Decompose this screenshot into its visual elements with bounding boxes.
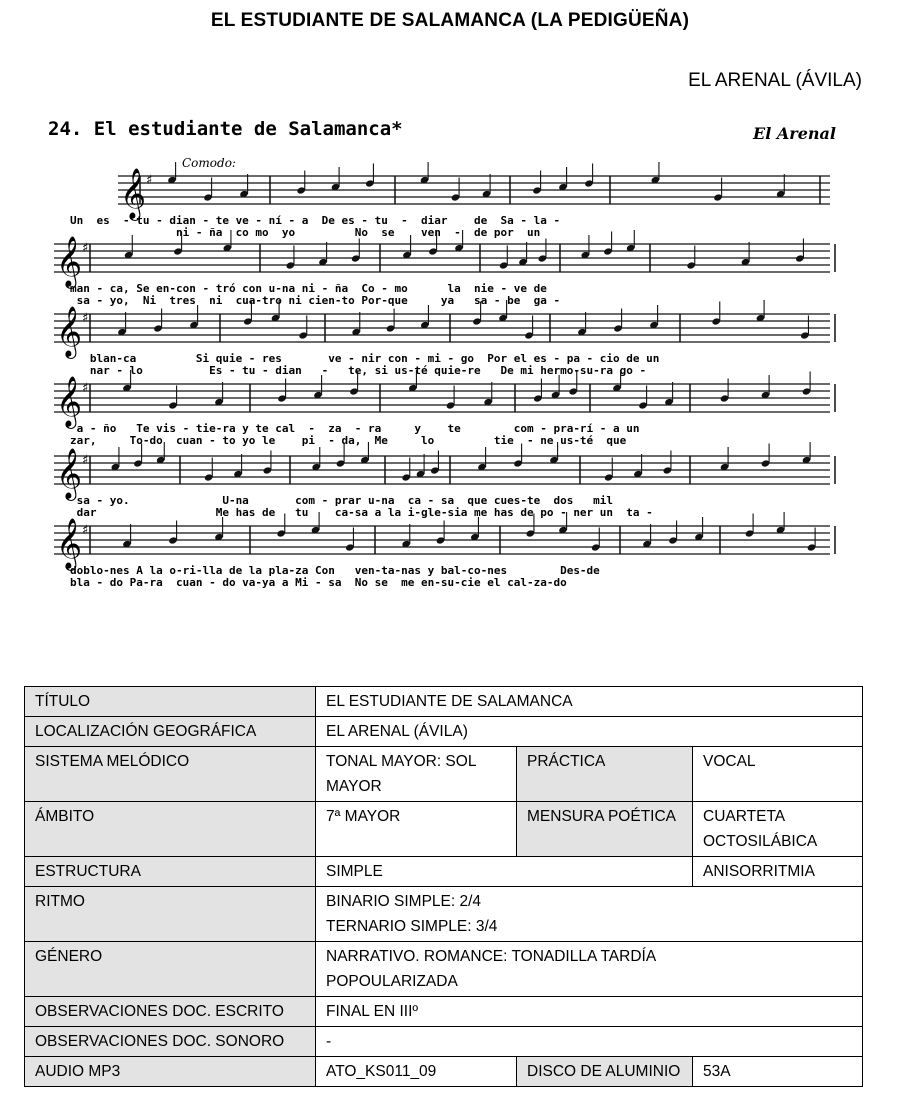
table-row — [25, 1057, 863, 1087]
row-label: ÁMBITO — [25, 802, 316, 857]
key-signature-sharp: ♯ — [82, 241, 89, 256]
row-label: RITMO — [25, 887, 316, 942]
row-label-secondary: MENSURA POÉTICA — [517, 802, 693, 857]
lyric-line: doblo-nes A la o-ri-lla de la pla-za Con ven-ta-nas y bal-co-nes Des-de — [70, 564, 600, 577]
table-row — [25, 887, 863, 942]
row-label: SISTEMA MELÓDICO — [25, 747, 316, 802]
lyric-line: sa - yo. U-na com - prar u-na ca - sa que cues-te dos mil — [70, 494, 614, 507]
row-label: ESTRUCTURA — [25, 857, 316, 887]
table-row — [25, 802, 863, 857]
table-row — [25, 942, 863, 997]
table-row — [25, 997, 863, 1027]
key-signature-sharp: ♯ — [82, 381, 89, 396]
table-row — [25, 717, 863, 747]
row-label-secondary: DISCO DE ALUMINIO — [517, 1057, 693, 1087]
score-place: El Arenal — [753, 124, 836, 143]
row-value-secondary: VOCAL — [693, 747, 863, 802]
score-system — [40, 512, 840, 632]
treble-clef: 𝄞 — [56, 376, 83, 427]
row-value: NARRATIVO. ROMANCE: TONADILLA TARDÍA POPOULARIZADA — [316, 942, 863, 997]
row-label: LOCALIZACIÓN GEOGRÁFICA — [25, 717, 316, 747]
lyric-line: dar Me has de tu ca-sa a la i-gle-sia me has de po - ner un ta - — [70, 506, 653, 519]
row-value: SIMPLE — [316, 857, 693, 887]
row-value: ATO_KS011_09 — [316, 1057, 517, 1087]
row-label: OBSERVACIONES DOC. ESCRITO — [25, 997, 316, 1027]
treble-clef: 𝄞 — [56, 236, 83, 287]
table-row — [25, 747, 863, 802]
key-signature-sharp: ♯ — [82, 311, 89, 326]
metadata-table — [24, 686, 863, 1087]
tempo-marking: Comodo: — [182, 156, 236, 170]
staff — [40, 442, 840, 502]
lyric-line: a - ño Te vis - tie-ra y te cal - za - ra y te com - pra-rí - a un — [70, 422, 640, 435]
lyric-line: bla - do Pa-ra cuan - do va-ya a Mi - sa No se me en-su-cie el cal-za-do — [70, 576, 567, 589]
row-value-secondary: CUARTETA OCTOSILÁBICA — [693, 802, 863, 857]
page-title: EL ESTUDIANTE DE SALAMANCA (LA PEDIGÜEÑA) — [210, 10, 690, 31]
row-label: GÉNERO — [25, 942, 316, 997]
treble-clef: 𝄞 — [120, 168, 147, 219]
row-value-secondary: 53A — [693, 1057, 863, 1087]
treble-clef: 𝄞 — [56, 306, 83, 357]
row-value-secondary: ANISORRITMIA — [693, 857, 863, 887]
treble-clef: 𝄞 — [56, 518, 83, 569]
row-value — [316, 887, 863, 942]
lyric-line: Un es - tu - dian - te ve - ní - a De es - tu - diar de Sa - la - — [70, 214, 561, 227]
lyric-line: man - ca, Se en-con - tró con u-na ni - ña Co - mo la nie - ve de — [70, 282, 547, 295]
score-heading: 24. El estudiante de Salamanca* — [48, 118, 403, 140]
key-signature-sharp: ♯ — [82, 453, 89, 468]
music-score — [40, 112, 840, 652]
row-value: - — [316, 1027, 863, 1057]
table-row — [25, 857, 863, 887]
key-signature-sharp: ♯ — [146, 173, 153, 188]
row-label: AUDIO MP3 — [25, 1057, 316, 1087]
lyric-line: nar - lo Es - tu - dian - te, si us-té quie-re De mi hermo-su-ra go - — [70, 364, 647, 377]
key-signature-sharp: ♯ — [82, 523, 89, 538]
lyric-line: sa - yo, Ni tres ni cua-tro ni cien-to Por-que ya sa - be ga - — [70, 294, 561, 307]
row-value: TONAL MAYOR: SOL MAYOR — [316, 747, 517, 802]
lyric-line: ni - ña co mo yo No se ven - de por un — [70, 226, 541, 239]
row-value-line: TERNARIO SIMPLE: 3/4 — [326, 918, 498, 935]
page-location: EL ARENAL (ÁVILA) — [688, 70, 862, 91]
lyric-line: blan-ca Si quie - res ve - nir con - mi - go Por el es - pa - cio de un — [70, 352, 660, 365]
lyric-line: zar, To-do cuan - to yo le pi - da, Me lo tie - ne us-té que — [70, 434, 627, 447]
row-value: EL ESTUDIANTE DE SALAMANCA — [316, 687, 863, 717]
row-label-secondary: PRÁCTICA — [517, 747, 693, 802]
staff — [40, 512, 840, 572]
row-value: EL ARENAL (ÁVILA) — [316, 717, 863, 747]
staff — [40, 370, 840, 430]
table-row — [25, 1027, 863, 1057]
row-value: FINAL EN IIIº — [316, 997, 863, 1027]
row-label: TÍTULO — [25, 687, 316, 717]
table-row — [25, 687, 863, 717]
row-label: OBSERVACIONES DOC. SONORO — [25, 1027, 316, 1057]
staff — [40, 300, 840, 360]
staff — [40, 162, 840, 222]
row-value: 7ª MAYOR — [316, 802, 517, 857]
row-value-line: BINARIO SIMPLE: 2/4 — [326, 893, 482, 910]
staff — [40, 230, 840, 290]
treble-clef: 𝄞 — [56, 448, 83, 499]
